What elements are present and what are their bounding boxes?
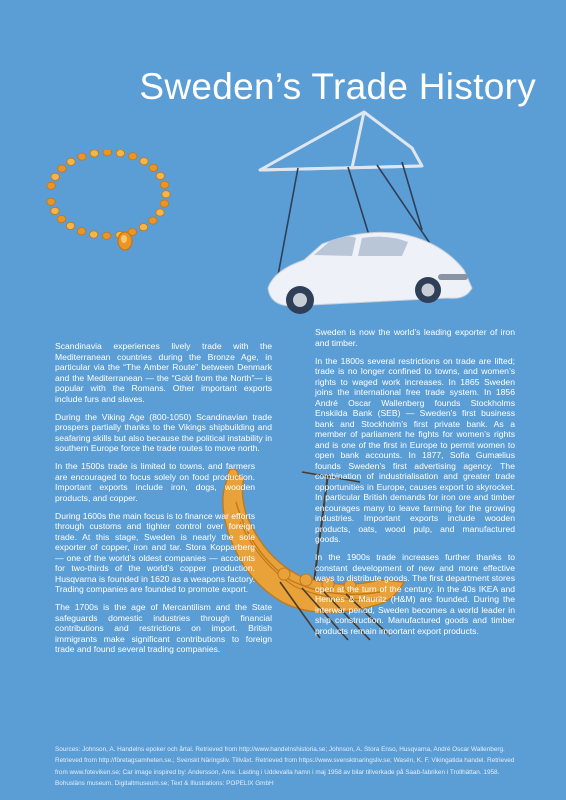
paragraph-1600s: During 1600s the main focus is to finance war efforts through customs and tighter control over foreign trade. At this stage, Sweden is nearly the sole exporter of copper, iron and tar. Stora Kopparberg — one of the world’s oldest companies — accounts for two-thirds of the world’s copper production. Husqvarna is founded in 1620 as a weapons factory. Trading companies are founded to promote export. bbox=[55, 510, 255, 594]
amber-bead bbox=[51, 207, 59, 214]
amber-bead bbox=[77, 228, 85, 235]
amber-bead bbox=[160, 200, 168, 207]
amber-necklace-icon bbox=[40, 150, 180, 265]
amber-bead bbox=[58, 165, 66, 172]
car-on-crane-icon bbox=[252, 110, 492, 320]
amber-bead bbox=[51, 173, 59, 180]
amber-bead bbox=[90, 231, 98, 238]
amber-bead bbox=[160, 181, 168, 188]
paragraph-1700s: The 1700s is the age of Mercantilism and the State safeguards domestic industries through financial contributions and restrictions on import. British immigrants make significant contributions to foreign trade and found several trading companies. bbox=[55, 602, 272, 654]
amber-bead bbox=[149, 217, 157, 224]
amber-bead bbox=[139, 224, 147, 231]
paragraph-1800s: In the 1800s several restrictions on trade are lifted; trade is no longer confined to towns, and women’s rights to waged work increases. In 1865 Sweden joins the international free trade system. In 1856 André Oscar Wallenberg founds Stockholms Enskilda Bank (SEB) — Sweden’s first business bank and Stockholm’s first private bank. As a member of parliament he fights for women’s rights and is one of the first in Europe to permit women to open bank accounts. In 1877, Sofia Gumælius founds Sweden’s first advertising agency. The combination of industrialisation and greater trade opportunities in Europe, causes export to skyrocket. In particular British demands for iron ore and timber encourages many to leave farming for the growing industries. Important exports include wooden products, oats, wood pulp, and manufactured goods. bbox=[315, 355, 515, 544]
amber-bead bbox=[162, 191, 170, 198]
amber-bead bbox=[78, 153, 86, 160]
amber-bead bbox=[129, 153, 137, 160]
paragraph-1500s: In the 1500s trade is limited to towns, and farmers are encouraged to focus solely on food production. Important exports include iron, dogs, wooden products, and copper. bbox=[55, 461, 255, 503]
page-title: Sweden’s Trade History bbox=[139, 66, 536, 107]
amber-bead bbox=[149, 164, 157, 171]
paragraph-bronze-age: Scandinavia experiences lively trade with the Mediterranean countries during the Bronze Age, in particular via the “The Amber Route” between Denmark and the Mediterranean — the “Gold from the North”— is popular with the Romans. Other important exports include furs and slaves. bbox=[55, 341, 272, 404]
amber-bead bbox=[90, 150, 98, 157]
amber-bead bbox=[57, 215, 65, 222]
amber-bead bbox=[67, 158, 75, 165]
amber-bead bbox=[116, 150, 124, 157]
amber-bead bbox=[66, 222, 74, 229]
amber-bead bbox=[156, 172, 164, 179]
right-column bbox=[315, 327, 515, 644]
paragraph-viking-age: During the Viking Age (800-1050) Scandinavian trade prospers partially thanks to the Vikings shipbuilding and seafaring skills but also because the political instability in southern Europe force the trade routes to move north. bbox=[55, 411, 272, 453]
sources-footnote: Sources: Johnson, A. Handelns epoker och årtal. Retrieved from http://www.handelnshistoria.se; Johnson, A. Stora Enso, Husqvarna, André Oscar Wallenberg. Retrieved from http://företagsamheten.se.; Svenskt Näringsliv. Tillväxt. Retrieved from https://www.svensktnaringsliv.se; Wasén, K. F. Vikingatida handel. Retrieved from www.foteviken.se; Car image inspired by: Andersson, Arne. Lasting i Uddevalla hamn i maj 1958 av bilar tillverkade på Saab-fabriken i Trollhättan. 1958. Bohusläns museum. Digitaltmuseum.se; Text & Illustrations: POPELIX GmbH bbox=[55, 746, 515, 787]
amber-bead bbox=[47, 198, 55, 205]
paragraph-iron-timber: Sweden is now the world’s leading exporter of iron and timber. bbox=[315, 327, 515, 348]
amber-bead bbox=[140, 158, 148, 165]
amber-bead bbox=[103, 150, 111, 156]
left-column bbox=[55, 341, 272, 662]
amber-bead bbox=[103, 232, 111, 239]
amber-bead bbox=[156, 209, 164, 216]
paragraph-1900s: In the 1900s trade increases further thanks to constant development of new and more effective ways to distribute goods. The first department stores open at the turn of the century. In the 40s IKEA and Hennes & Mauritz (H&M) are founded. During the interwar period, Sweden becomes a world leader in ship construction. Manufactured goods and timber products remain important export products. bbox=[315, 552, 515, 636]
amber-bead bbox=[47, 182, 55, 189]
